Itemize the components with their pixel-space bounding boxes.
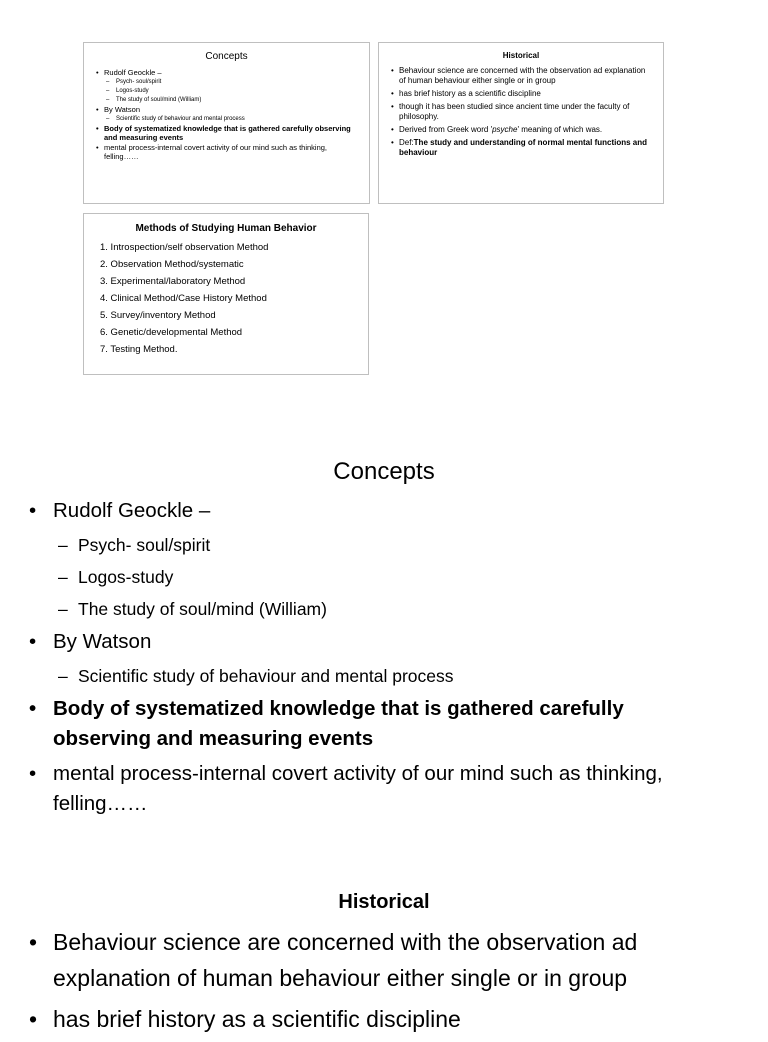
thumbnail-concepts-slide[interactable] xyxy=(83,42,370,204)
thumbnail-historical-slide[interactable] xyxy=(378,42,664,204)
bullet-item: • mental process-internal covert activity of our mind such as thinking, felling…… xyxy=(0,759,768,819)
sub-bullet-item: – Logos-study xyxy=(94,87,359,95)
slide-concepts xyxy=(0,448,768,824)
slide-title: Historical xyxy=(338,891,430,913)
thumbnail-title: Concepts xyxy=(205,51,248,62)
definition-text: The study and understanding of normal mental functions and behaviour xyxy=(399,138,648,157)
thumbnail-title: Historical xyxy=(502,51,540,60)
sub-bullet-item: – Scientific study of behaviour and mental process xyxy=(94,115,359,123)
bullet-item: • Body of systematized knowledge that is gathered carefully observing and measuring events xyxy=(0,694,768,754)
method-item: 7. Testing Method. xyxy=(100,344,178,355)
bullet-item: • Behaviour science are concerned with the observation ad explanation of human behaviour either single or in group xyxy=(389,66,653,86)
thumbnail-title: Methods of Studying Human Behavior xyxy=(135,223,317,234)
bullet-item: • Behaviour science are concerned with the observation ad explanation of human behaviour either single or in group xyxy=(0,924,768,996)
derived-word: psyche xyxy=(492,125,518,134)
method-item: 3. Experimental/laboratory Method xyxy=(100,276,246,287)
sub-bullet-item: – The study of soul/mind (William) xyxy=(0,595,768,623)
bullet-item: • though it has been studied since ancient time under the faculty of philosophy. xyxy=(389,102,653,122)
slide-historical xyxy=(0,880,768,1042)
bullet-item: • By Watson xyxy=(0,627,768,657)
method-item: 5. Survey/inventory Method xyxy=(100,310,216,321)
bullet-item: • has brief history as a scientific discipline xyxy=(0,1001,768,1037)
thumbnail-bullet-list xyxy=(84,68,369,161)
method-item: 6. Genetic/developmental Method xyxy=(100,327,243,338)
method-item: 4. Clinical Method/Case History Method xyxy=(100,293,267,304)
bullet-item: • Rudolf Geockle – xyxy=(0,496,768,526)
sub-bullet-item: – The study of soul/mind (William) xyxy=(94,96,359,104)
bullet-item: • By Watson xyxy=(94,105,359,114)
bullet-item-definition xyxy=(389,138,653,158)
method-item: 1. Introspection/self observation Method xyxy=(100,242,269,253)
bullet-item: • Body of systematized knowledge that is gathered carefully observing and measuring events xyxy=(94,124,359,142)
bullet-item: • mental process-internal covert activity of our mind such as thinking, felling…… xyxy=(94,143,359,161)
sub-bullet-item: – Psych- soul/spirit xyxy=(94,78,359,86)
slide-title: Concepts xyxy=(333,458,435,485)
sub-bullet-item: – Logos-study xyxy=(0,563,768,591)
sub-bullet-item: – Psych- soul/spirit xyxy=(0,531,768,559)
derived-prefix: Derived from Greek word ' xyxy=(399,125,493,134)
sub-bullet-item: – Scientific study of behaviour and mental process xyxy=(0,662,768,690)
definition-prefix: Def: xyxy=(399,138,414,147)
slide-bullet-list xyxy=(0,924,768,1037)
method-item: 2. Observation Method/systematic xyxy=(100,259,244,270)
bullet-item: • Rudolf Geockle – xyxy=(94,68,359,77)
methods-list xyxy=(84,239,368,358)
bullet-item: • has brief history as a scientific discipline xyxy=(389,89,653,99)
derived-suffix: ' meaning of which was. xyxy=(517,125,603,134)
thumbnail-bullet-list xyxy=(379,66,663,158)
thumbnail-methods-slide[interactable] xyxy=(83,213,369,375)
slide-bullet-list xyxy=(0,496,768,819)
bullet-item-derived xyxy=(389,125,653,135)
